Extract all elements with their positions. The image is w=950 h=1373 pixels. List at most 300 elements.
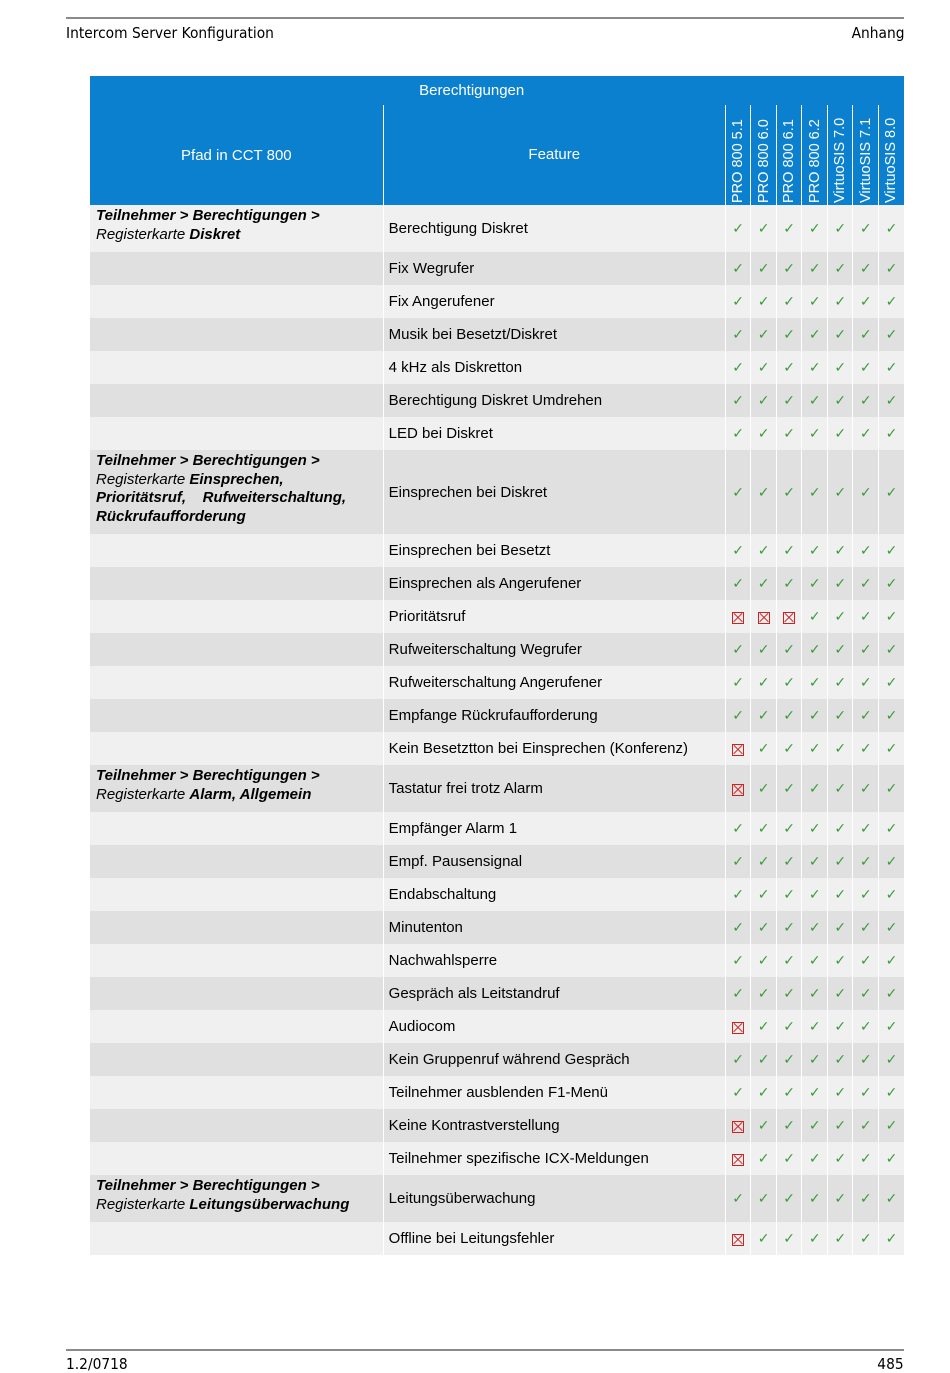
table-row <box>90 450 904 534</box>
path-cell <box>90 633 383 666</box>
check-icon: ✓ <box>725 944 751 977</box>
check-icon: ✓ <box>827 1010 853 1043</box>
check-icon: ✓ <box>853 944 879 977</box>
path-cell <box>90 534 383 567</box>
check-icon: ✓ <box>878 1175 904 1222</box>
feature-cell: Empf. Pausensignal <box>383 845 725 878</box>
check-icon: ✓ <box>776 1175 802 1222</box>
check-icon: ✓ <box>751 944 777 977</box>
check-icon: ✓ <box>878 732 904 765</box>
check-icon: ✓ <box>751 845 777 878</box>
check-icon: ✓ <box>725 911 751 944</box>
check-icon: ✓ <box>878 666 904 699</box>
check-icon: ✓ <box>776 1076 802 1109</box>
check-icon: ✓ <box>751 911 777 944</box>
page-number: 485 <box>877 1355 904 1373</box>
path-cell <box>90 911 383 944</box>
cross-box-icon <box>725 1222 751 1255</box>
check-icon: ✓ <box>776 417 802 450</box>
check-icon: ✓ <box>853 666 879 699</box>
check-icon: ✓ <box>802 633 828 666</box>
check-icon: ✓ <box>725 417 751 450</box>
check-icon: ✓ <box>751 765 777 812</box>
check-icon: ✓ <box>751 285 777 318</box>
check-icon: ✓ <box>751 1142 777 1175</box>
check-icon: ✓ <box>802 1142 828 1175</box>
check-icon: ✓ <box>725 1043 751 1076</box>
table-row <box>90 252 904 285</box>
check-icon: ✓ <box>802 1010 828 1043</box>
check-icon: ✓ <box>725 977 751 1010</box>
feature-cell: Kein Besetztton bei Einsprechen (Konferenz) <box>383 732 725 765</box>
check-icon: ✓ <box>725 878 751 911</box>
table-row <box>90 384 904 417</box>
check-icon: ✓ <box>802 944 828 977</box>
feature-cell: 4 kHz als Diskretton <box>383 351 725 384</box>
check-icon: ✓ <box>878 417 904 450</box>
check-icon: ✓ <box>776 1010 802 1043</box>
check-icon: ✓ <box>725 285 751 318</box>
check-icon: ✓ <box>827 1142 853 1175</box>
check-icon: ✓ <box>802 699 828 732</box>
check-icon: ✓ <box>751 1043 777 1076</box>
check-icon: ✓ <box>878 252 904 285</box>
table-row <box>90 732 904 765</box>
path-cell <box>90 1222 383 1255</box>
cross-box-icon <box>725 1142 751 1175</box>
check-icon: ✓ <box>853 1043 879 1076</box>
check-icon: ✓ <box>725 534 751 567</box>
cross-box-icon <box>776 600 802 633</box>
header-rule <box>66 17 904 19</box>
cross-box-icon <box>751 600 777 633</box>
check-icon: ✓ <box>878 1222 904 1255</box>
path-cell <box>90 1010 383 1043</box>
table-row <box>90 1076 904 1109</box>
check-icon: ✓ <box>802 1222 828 1255</box>
feature-cell: LED bei Diskret <box>383 417 725 450</box>
check-icon: ✓ <box>776 351 802 384</box>
check-icon: ✓ <box>878 318 904 351</box>
check-icon: ✓ <box>878 600 904 633</box>
check-icon: ✓ <box>853 633 879 666</box>
check-icon: ✓ <box>802 732 828 765</box>
check-icon: ✓ <box>776 699 802 732</box>
check-icon: ✓ <box>776 450 802 534</box>
check-icon: ✓ <box>751 977 777 1010</box>
path-cell <box>90 318 383 351</box>
check-icon: ✓ <box>853 205 879 252</box>
check-icon: ✓ <box>776 977 802 1010</box>
check-icon: ✓ <box>776 534 802 567</box>
feature-cell: Einsprechen bei Diskret <box>383 450 725 534</box>
footer-version: 1.2/0718 <box>66 1355 128 1373</box>
feature-cell: Empfänger Alarm 1 <box>383 812 725 845</box>
check-icon: ✓ <box>802 205 828 252</box>
check-icon: ✓ <box>751 318 777 351</box>
check-icon: ✓ <box>827 534 853 567</box>
table-row <box>90 699 904 732</box>
path-cell <box>90 417 383 450</box>
check-icon: ✓ <box>802 878 828 911</box>
table-row <box>90 944 904 977</box>
check-icon: ✓ <box>827 450 853 534</box>
check-icon: ✓ <box>725 633 751 666</box>
check-icon: ✓ <box>802 911 828 944</box>
cross-box-icon <box>725 732 751 765</box>
column-header-version: PRO 800 6.2 <box>802 105 828 206</box>
cross-box-icon <box>725 1010 751 1043</box>
check-icon: ✓ <box>853 699 879 732</box>
check-icon: ✓ <box>802 450 828 534</box>
table-title: Berechtigungen <box>90 76 725 105</box>
feature-cell: Offline bei Leitungsfehler <box>383 1222 725 1255</box>
check-icon: ✓ <box>776 318 802 351</box>
check-icon: ✓ <box>878 205 904 252</box>
check-icon: ✓ <box>827 567 853 600</box>
running-header-title: Intercom Server Konfiguration <box>66 24 274 42</box>
check-icon: ✓ <box>802 1175 828 1222</box>
table-row <box>90 1222 904 1255</box>
check-icon: ✓ <box>878 384 904 417</box>
check-icon: ✓ <box>802 1109 828 1142</box>
table-row <box>90 1175 904 1222</box>
check-icon: ✓ <box>853 567 879 600</box>
check-icon: ✓ <box>725 450 751 534</box>
check-icon: ✓ <box>751 1222 777 1255</box>
check-icon: ✓ <box>725 1175 751 1222</box>
check-icon: ✓ <box>827 252 853 285</box>
column-header-version: VirtuoSIS 8.0 <box>878 105 904 206</box>
check-icon: ✓ <box>853 384 879 417</box>
column-header-path: Pfad in CCT 800 <box>90 105 383 206</box>
column-header-feature: Feature <box>383 105 725 206</box>
table-row <box>90 911 904 944</box>
column-header-version: VirtuoSIS 7.1 <box>853 105 879 206</box>
check-icon: ✓ <box>827 318 853 351</box>
check-icon: ✓ <box>776 732 802 765</box>
check-icon: ✓ <box>853 600 879 633</box>
check-icon: ✓ <box>776 1043 802 1076</box>
check-icon: ✓ <box>827 285 853 318</box>
feature-cell: Fix Angerufener <box>383 285 725 318</box>
check-icon: ✓ <box>751 567 777 600</box>
check-icon: ✓ <box>853 450 879 534</box>
check-icon: ✓ <box>853 1175 879 1222</box>
check-icon: ✓ <box>878 450 904 534</box>
check-icon: ✓ <box>776 1142 802 1175</box>
check-icon: ✓ <box>725 252 751 285</box>
check-icon: ✓ <box>751 1109 777 1142</box>
check-icon: ✓ <box>878 351 904 384</box>
feature-cell: Einsprechen bei Besetzt <box>383 534 725 567</box>
check-icon: ✓ <box>776 1222 802 1255</box>
check-icon: ✓ <box>827 944 853 977</box>
path-cell <box>90 977 383 1010</box>
check-icon: ✓ <box>776 252 802 285</box>
column-header-version: VirtuoSIS 7.0 <box>827 105 853 206</box>
check-icon: ✓ <box>725 1076 751 1109</box>
table-row <box>90 977 904 1010</box>
feature-cell: Fix Wegrufer <box>383 252 725 285</box>
check-icon: ✓ <box>802 977 828 1010</box>
feature-cell: Teilnehmer spezifische ICX-Meldungen <box>383 1142 725 1175</box>
check-icon: ✓ <box>725 384 751 417</box>
check-icon: ✓ <box>802 252 828 285</box>
path-cell <box>90 732 383 765</box>
footer-rule <box>66 1349 904 1351</box>
check-icon: ✓ <box>802 765 828 812</box>
check-icon: ✓ <box>827 205 853 252</box>
column-header-version: PRO 800 6.0 <box>751 105 777 206</box>
check-icon: ✓ <box>751 384 777 417</box>
check-icon: ✓ <box>776 944 802 977</box>
feature-cell: Teilnehmer ausblenden F1-Menü <box>383 1076 725 1109</box>
check-icon: ✓ <box>802 1076 828 1109</box>
path-cell <box>90 600 383 633</box>
check-icon: ✓ <box>776 567 802 600</box>
check-icon: ✓ <box>802 534 828 567</box>
check-icon: ✓ <box>751 666 777 699</box>
check-icon: ✓ <box>802 812 828 845</box>
path-cell: Teilnehmer > Berechtigungen > Registerkarte Alarm, Allgemein <box>90 765 383 812</box>
check-icon: ✓ <box>853 252 879 285</box>
feature-cell: Endabschaltung <box>383 878 725 911</box>
check-icon: ✓ <box>853 765 879 812</box>
check-icon: ✓ <box>827 977 853 1010</box>
table-row <box>90 600 904 633</box>
check-icon: ✓ <box>751 205 777 252</box>
check-icon: ✓ <box>827 1109 853 1142</box>
check-icon: ✓ <box>776 633 802 666</box>
check-icon: ✓ <box>827 417 853 450</box>
check-icon: ✓ <box>776 205 802 252</box>
check-icon: ✓ <box>776 285 802 318</box>
check-icon: ✓ <box>827 732 853 765</box>
path-cell <box>90 699 383 732</box>
check-icon: ✓ <box>827 1175 853 1222</box>
check-icon: ✓ <box>776 1109 802 1142</box>
check-icon: ✓ <box>776 845 802 878</box>
check-icon: ✓ <box>827 911 853 944</box>
check-icon: ✓ <box>725 567 751 600</box>
check-icon: ✓ <box>776 384 802 417</box>
check-icon: ✓ <box>776 812 802 845</box>
feature-cell: Keine Kontrastverstellung <box>383 1109 725 1142</box>
path-cell <box>90 1043 383 1076</box>
check-icon: ✓ <box>827 1043 853 1076</box>
check-icon: ✓ <box>878 633 904 666</box>
check-icon: ✓ <box>776 765 802 812</box>
check-icon: ✓ <box>751 633 777 666</box>
path-cell <box>90 351 383 384</box>
feature-cell: Berechtigung Diskret <box>383 205 725 252</box>
table-row <box>90 205 904 252</box>
path-cell: Teilnehmer > Berechtigungen > Registerkarte Diskret <box>90 205 383 252</box>
table-row <box>90 417 904 450</box>
check-icon: ✓ <box>827 1076 853 1109</box>
cross-box-icon <box>725 1109 751 1142</box>
check-icon: ✓ <box>878 699 904 732</box>
check-icon: ✓ <box>853 534 879 567</box>
check-icon: ✓ <box>827 633 853 666</box>
path-cell: Teilnehmer > Berechtigungen > Registerkarte Leitungsüberwachung <box>90 1175 383 1222</box>
check-icon: ✓ <box>827 812 853 845</box>
feature-cell: Empfange Rückrufaufforderung <box>383 699 725 732</box>
check-icon: ✓ <box>878 878 904 911</box>
path-cell <box>90 812 383 845</box>
table-row <box>90 1142 904 1175</box>
table-body <box>90 205 904 1255</box>
check-icon: ✓ <box>878 944 904 977</box>
check-icon: ✓ <box>878 285 904 318</box>
check-icon: ✓ <box>751 534 777 567</box>
check-icon: ✓ <box>827 351 853 384</box>
check-icon: ✓ <box>751 878 777 911</box>
check-icon: ✓ <box>827 699 853 732</box>
check-icon: ✓ <box>751 812 777 845</box>
check-icon: ✓ <box>751 1175 777 1222</box>
check-icon: ✓ <box>725 812 751 845</box>
check-icon: ✓ <box>725 205 751 252</box>
table-row <box>90 351 904 384</box>
table-row <box>90 1043 904 1076</box>
check-icon: ✓ <box>853 1076 879 1109</box>
check-icon: ✓ <box>751 450 777 534</box>
check-icon: ✓ <box>878 534 904 567</box>
check-icon: ✓ <box>751 1076 777 1109</box>
check-icon: ✓ <box>827 600 853 633</box>
feature-cell: Berechtigung Diskret Umdrehen <box>383 384 725 417</box>
feature-cell: Kein Gruppenruf während Gespräch <box>383 1043 725 1076</box>
check-icon: ✓ <box>776 878 802 911</box>
check-icon: ✓ <box>725 318 751 351</box>
check-icon: ✓ <box>751 732 777 765</box>
check-icon: ✓ <box>802 417 828 450</box>
table-row <box>90 666 904 699</box>
column-header-version: PRO 800 5.1 <box>725 105 751 206</box>
table-row <box>90 567 904 600</box>
path-cell <box>90 845 383 878</box>
check-icon: ✓ <box>827 845 853 878</box>
table-row <box>90 534 904 567</box>
path-cell <box>90 252 383 285</box>
table-row <box>90 878 904 911</box>
check-icon: ✓ <box>751 417 777 450</box>
check-icon: ✓ <box>853 977 879 1010</box>
table-row <box>90 812 904 845</box>
check-icon: ✓ <box>827 384 853 417</box>
check-icon: ✓ <box>802 600 828 633</box>
check-icon: ✓ <box>878 1142 904 1175</box>
table-row <box>90 1010 904 1043</box>
table-row <box>90 765 904 812</box>
check-icon: ✓ <box>725 351 751 384</box>
check-icon: ✓ <box>725 699 751 732</box>
check-icon: ✓ <box>802 1043 828 1076</box>
path-cell <box>90 1142 383 1175</box>
feature-cell: Prioritätsruf <box>383 600 725 633</box>
check-icon: ✓ <box>853 417 879 450</box>
check-icon: ✓ <box>751 252 777 285</box>
check-icon: ✓ <box>802 384 828 417</box>
feature-cell: Rufweiterschaltung Angerufener <box>383 666 725 699</box>
check-icon: ✓ <box>853 911 879 944</box>
path-cell: Teilnehmer > Berechtigungen > Registerkarte Einsprechen, Prioritätsruf, Rufweiterschaltung, Rückrufaufforderung <box>90 450 383 534</box>
check-icon: ✓ <box>853 812 879 845</box>
check-icon: ✓ <box>802 845 828 878</box>
check-icon: ✓ <box>776 911 802 944</box>
check-icon: ✓ <box>827 1222 853 1255</box>
feature-cell: Gespräch als Leitstandruf <box>383 977 725 1010</box>
table-row <box>90 318 904 351</box>
table-row <box>90 633 904 666</box>
check-icon: ✓ <box>802 666 828 699</box>
check-icon: ✓ <box>751 1010 777 1043</box>
check-icon: ✓ <box>878 1076 904 1109</box>
check-icon: ✓ <box>802 285 828 318</box>
path-cell <box>90 666 383 699</box>
check-icon: ✓ <box>827 666 853 699</box>
check-icon: ✓ <box>878 845 904 878</box>
check-icon: ✓ <box>725 666 751 699</box>
check-icon: ✓ <box>853 285 879 318</box>
check-icon: ✓ <box>878 911 904 944</box>
path-cell <box>90 567 383 600</box>
check-icon: ✓ <box>878 977 904 1010</box>
feature-cell: Minutenton <box>383 911 725 944</box>
feature-cell: Audiocom <box>383 1010 725 1043</box>
check-icon: ✓ <box>878 1043 904 1076</box>
check-icon: ✓ <box>853 1222 879 1255</box>
check-icon: ✓ <box>878 765 904 812</box>
feature-cell: Nachwahlsperre <box>383 944 725 977</box>
permissions-table <box>90 76 904 1255</box>
path-cell <box>90 878 383 911</box>
path-cell <box>90 1109 383 1142</box>
check-icon: ✓ <box>751 699 777 732</box>
feature-cell: Tastatur frei trotz Alarm <box>383 765 725 812</box>
cross-box-icon <box>725 765 751 812</box>
check-icon: ✓ <box>878 1109 904 1142</box>
path-cell <box>90 1076 383 1109</box>
check-icon: ✓ <box>853 878 879 911</box>
check-icon: ✓ <box>853 351 879 384</box>
check-icon: ✓ <box>853 1010 879 1043</box>
check-icon: ✓ <box>878 812 904 845</box>
check-icon: ✓ <box>853 845 879 878</box>
path-cell <box>90 285 383 318</box>
running-header-section: Anhang <box>851 24 904 42</box>
cross-box-icon <box>725 600 751 633</box>
check-icon: ✓ <box>853 1109 879 1142</box>
check-icon: ✓ <box>878 1010 904 1043</box>
path-cell <box>90 384 383 417</box>
check-icon: ✓ <box>802 567 828 600</box>
column-header-version: PRO 800 6.1 <box>776 105 802 206</box>
check-icon: ✓ <box>853 732 879 765</box>
check-icon: ✓ <box>802 318 828 351</box>
feature-cell: Rufweiterschaltung Wegrufer <box>383 633 725 666</box>
table-row <box>90 285 904 318</box>
check-icon: ✓ <box>802 351 828 384</box>
check-icon: ✓ <box>853 318 879 351</box>
check-icon: ✓ <box>751 351 777 384</box>
feature-cell: Einsprechen als Angerufener <box>383 567 725 600</box>
feature-cell: Leitungsüberwachung <box>383 1175 725 1222</box>
check-icon: ✓ <box>827 765 853 812</box>
check-icon: ✓ <box>878 567 904 600</box>
